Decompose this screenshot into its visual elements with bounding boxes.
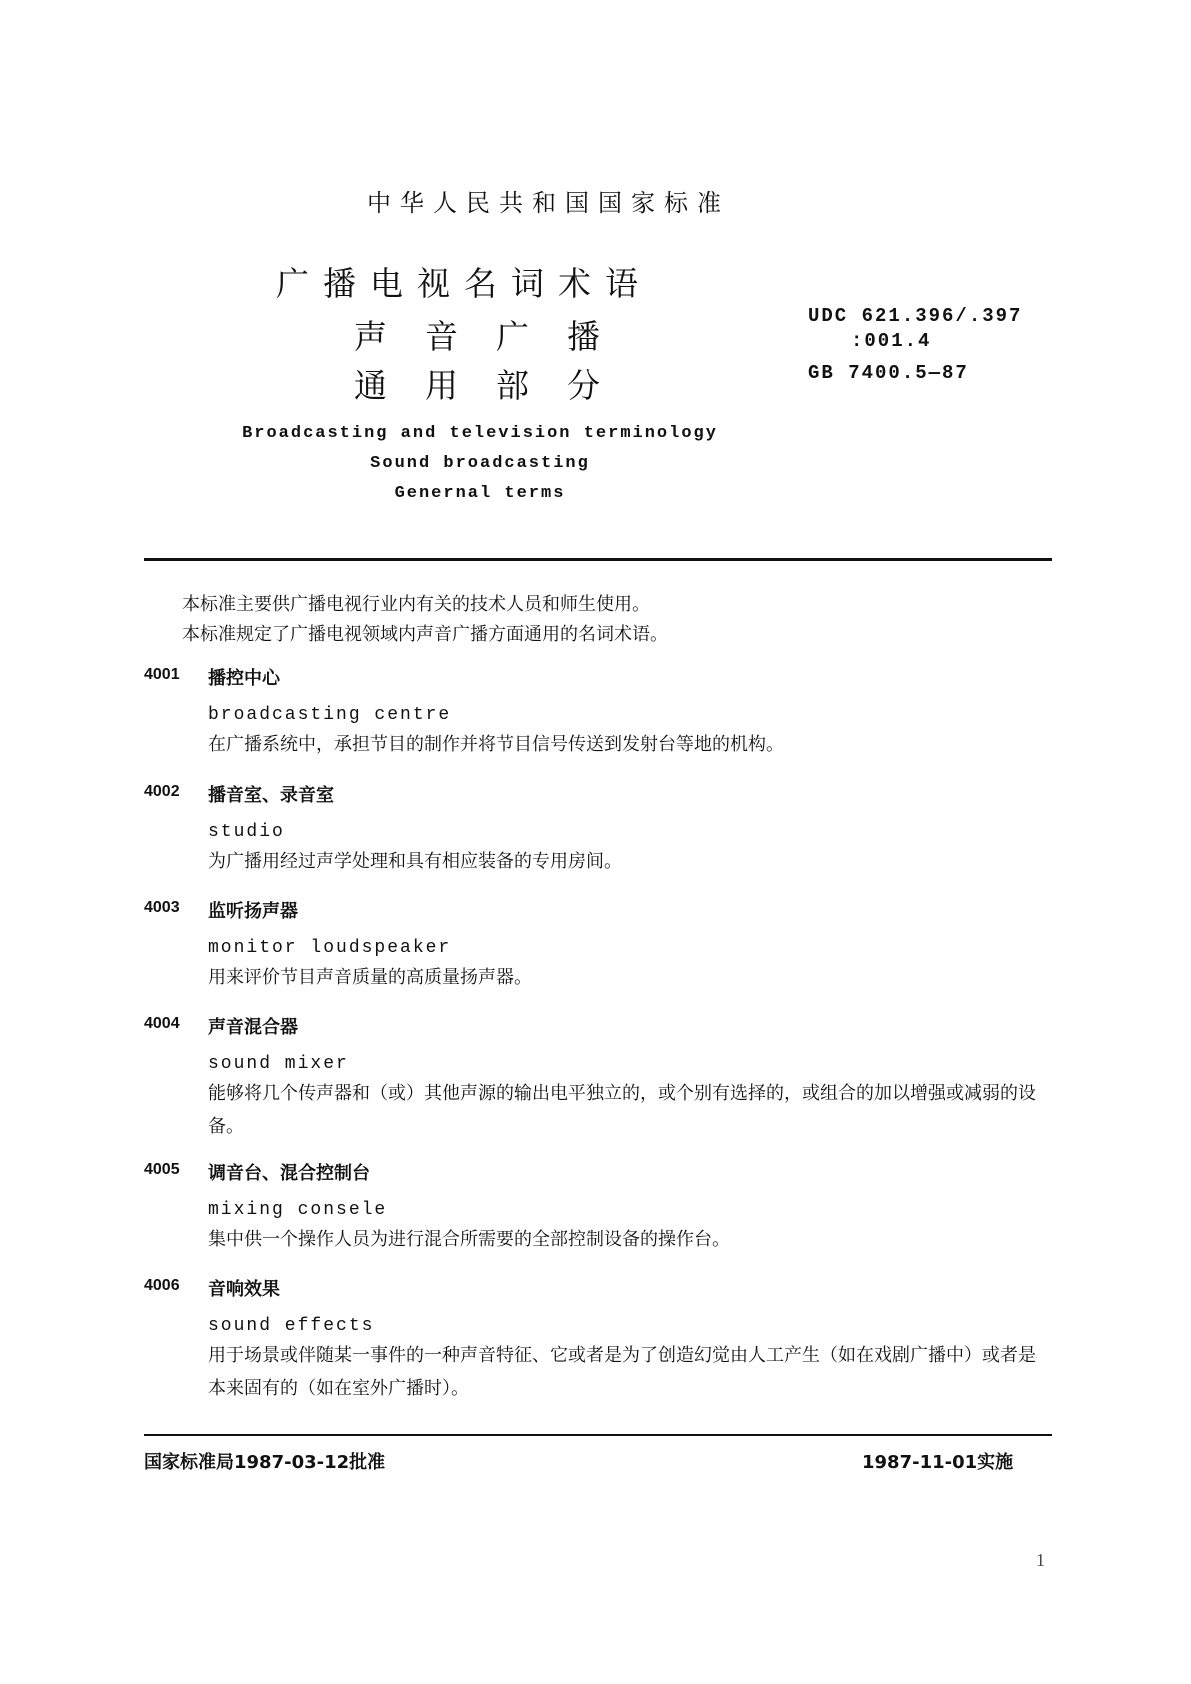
term-chinese: 播控中心 <box>208 668 280 689</box>
udc-code: UDC 621.396/.397 <box>808 305 1023 327</box>
bottom-divider <box>144 1434 1052 1436</box>
approval-date: 国家标准局1987-03-12批准 <box>144 1452 386 1473</box>
term-number: 4003 <box>144 899 180 916</box>
term-number: 4005 <box>144 1161 180 1178</box>
term-english: sound effects <box>208 1316 375 1336</box>
term-number: 4002 <box>144 783 180 800</box>
term-number: 4004 <box>144 1015 180 1032</box>
term-definition: 为广播用经过声学处理和具有相应装备的专用房间。 <box>208 851 622 872</box>
english-title-2: Sound broadcasting <box>370 454 590 473</box>
term-chinese: 音响效果 <box>208 1279 280 1300</box>
term-definition: 集中供一个操作人员为进行混合所需要的全部控制设备的操作台。 <box>208 1229 730 1250</box>
term-definition: 在广播系统中，承担节目的制作并将节目信号传送到发射台等地的机构。 <box>208 734 784 755</box>
udc-code-continued: :001.4 <box>851 330 932 352</box>
top-divider <box>144 558 1052 561</box>
term-chinese: 声音混合器 <box>208 1017 298 1038</box>
term-definition: 能够将几个传声器和（或）其他声源的输出电平独立的，或个别有选择的，或组合的加以增强或减弱的设备。 <box>208 1083 1036 1137</box>
intro-line-2: 本标准规定了广播电视领域内声音广播方面通用的名词术语。 <box>182 624 668 645</box>
national-standard-heading: 中华人民共和国国家标准 <box>367 189 730 217</box>
term-definition: 用于场景或伴随某一事件的一种声音特征、它或者是为了创造幻觉由人工产生（如在戏剧广播中）或者是本来固有的（如在室外广播时）。 <box>208 1345 1036 1399</box>
term-number: 4006 <box>144 1277 180 1294</box>
term-english: monitor loudspeaker <box>208 938 452 958</box>
term-chinese: 调音台、混合控制台 <box>208 1163 370 1184</box>
term-definition: 用来评价节目声音质量的高质量扬声器。 <box>208 967 532 988</box>
page-number: 1 <box>1036 1550 1045 1570</box>
intro-line-1: 本标准主要供广播电视行业内有关的技术人员和师生使用。 <box>182 594 650 615</box>
title-line-2: 声音广播 <box>354 317 638 356</box>
title-line-3: 通用部分 <box>354 366 638 405</box>
term-chinese: 监听扬声器 <box>208 901 298 922</box>
effective-date: 1987-11-01实施 <box>862 1452 1014 1473</box>
term-english: sound mixer <box>208 1054 349 1074</box>
gb-code: GB 7400.5—87 <box>808 362 969 384</box>
term-number: 4001 <box>144 666 180 683</box>
english-title-3: Genernal terms <box>394 484 566 503</box>
term-chinese: 播音室、录音室 <box>208 785 334 806</box>
term-english: broadcasting centre <box>208 705 452 725</box>
term-english: studio <box>208 822 285 842</box>
term-english: mixing consele <box>208 1200 388 1220</box>
english-title-1: Broadcasting and television terminology <box>242 424 718 443</box>
title-line-1: 广播电视名词术语 <box>276 264 652 303</box>
